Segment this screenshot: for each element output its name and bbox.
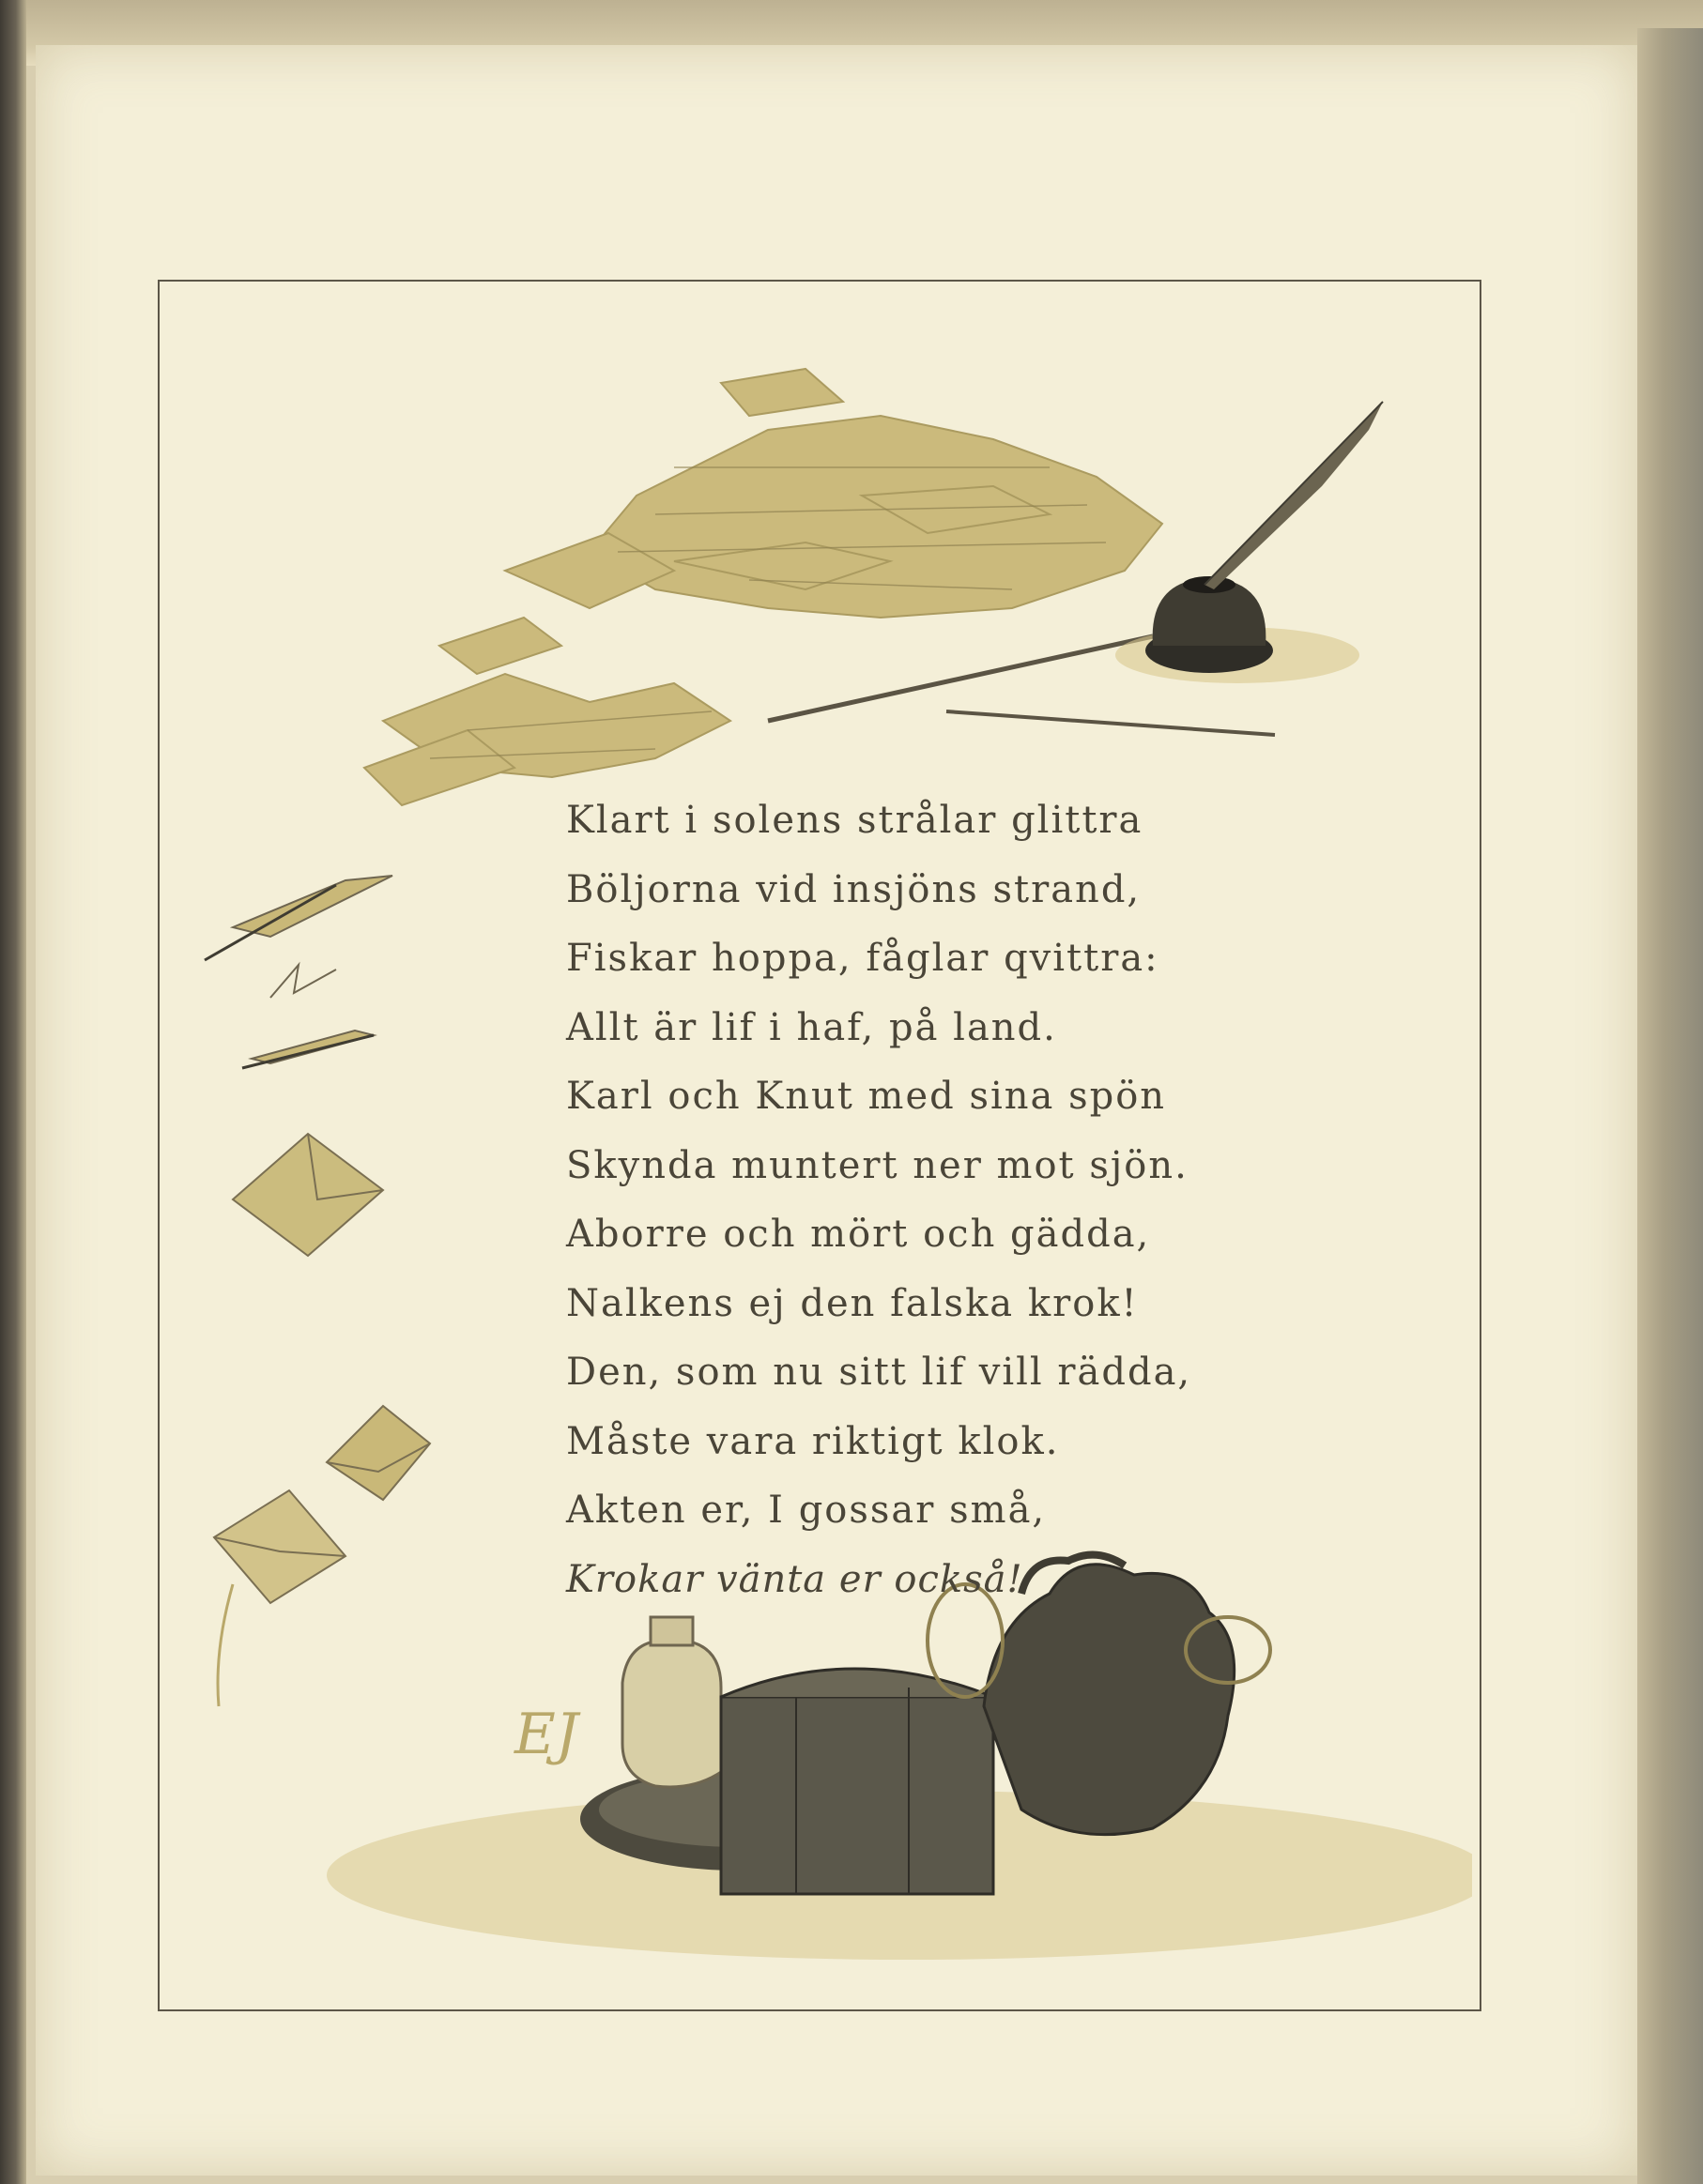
poem-line: Böljorna vid insjöns strand,	[566, 867, 1142, 911]
papers-and-inkwell-illustration	[280, 327, 1444, 852]
poem-line: Måste vara riktigt klok.	[566, 1419, 1060, 1463]
artist-monogram: EJ	[514, 1702, 578, 1767]
page	[36, 45, 1637, 2176]
poem-line: Den, som nu sitt lif vill rädda,	[566, 1351, 1192, 1394]
poem-text	[566, 787, 1242, 1614]
poem-line: Allt är lif i haf, på land.	[566, 1005, 1057, 1049]
poem-line: Skynda muntert ner mot sjön.	[566, 1143, 1189, 1187]
book-cover-board	[1637, 28, 1703, 2184]
poem-line: Aborre och mört och gädda,	[566, 1213, 1151, 1256]
poem-line: Nalkens ej den falska krok!	[566, 1281, 1139, 1325]
poem-line: Akten er, I gossar små,	[566, 1489, 1047, 1532]
poem-line: Karl och Knut med sina spön	[566, 1075, 1167, 1118]
poem-line: Fiskar hoppa, fåglar qvittra:	[566, 937, 1159, 980]
poem-line: Klart i solens strålar glittra	[566, 799, 1143, 842]
poem-line-final: Krokar vänta er också!	[566, 1557, 1023, 1601]
book-binding-edge	[0, 0, 26, 2184]
